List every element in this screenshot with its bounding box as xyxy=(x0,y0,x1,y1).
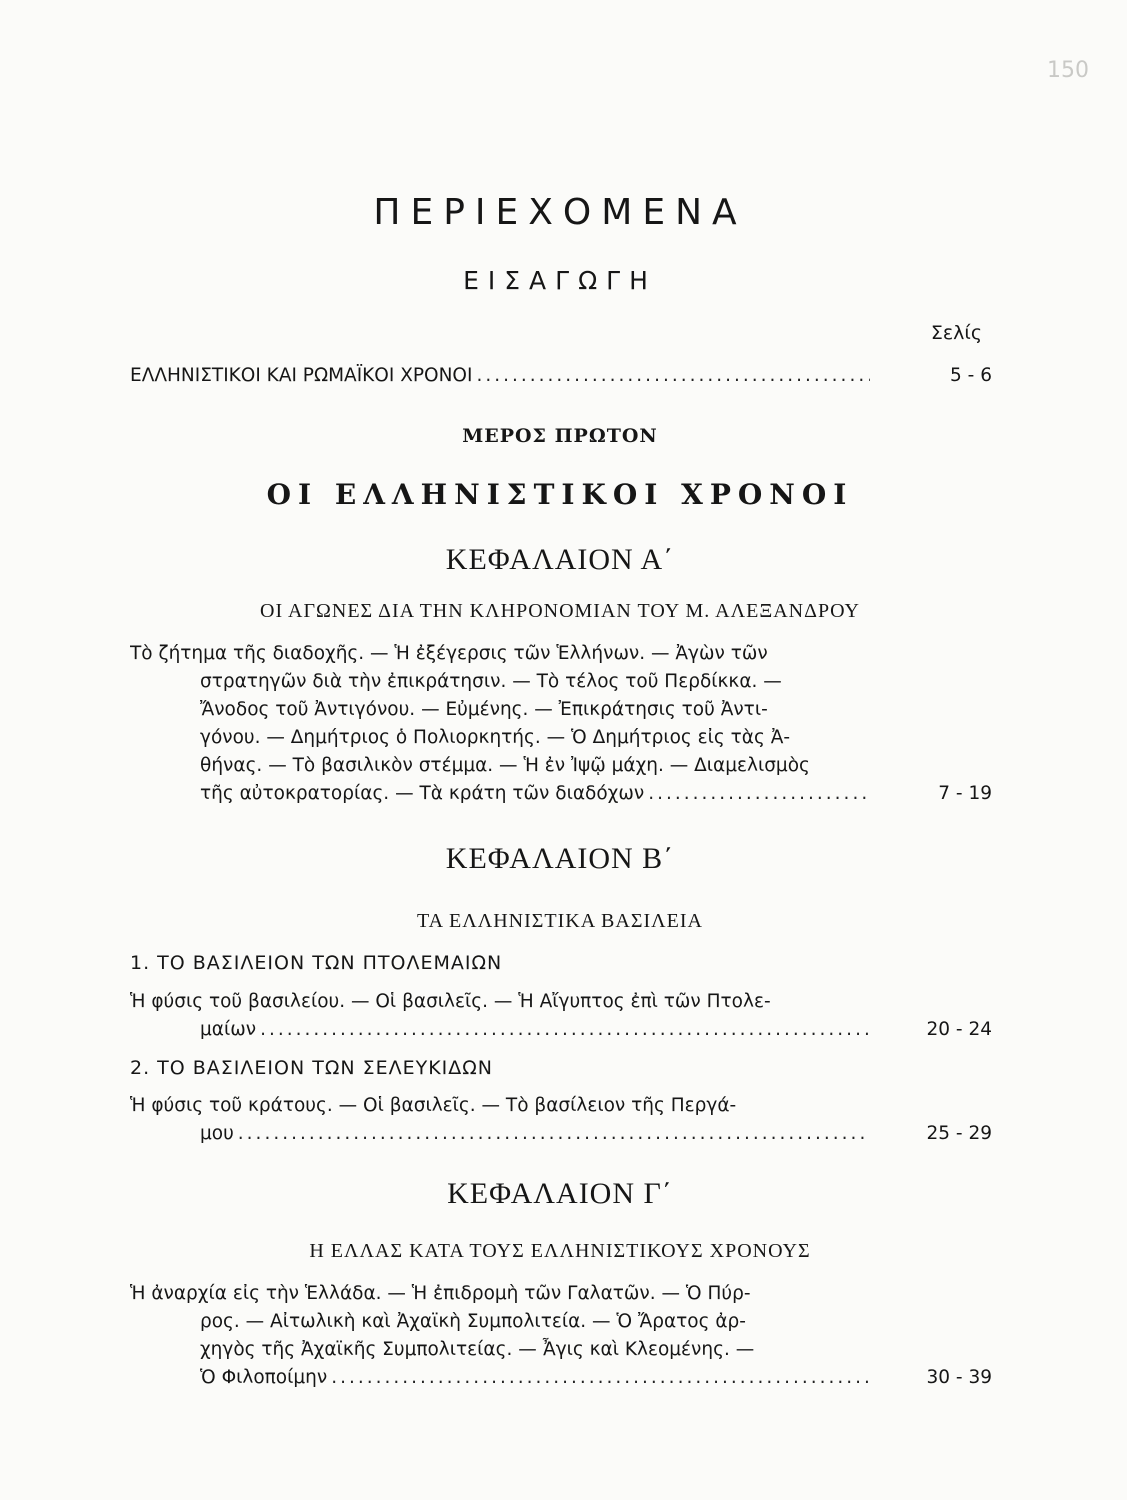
toc-entry-ptolemies[interactable] xyxy=(130,988,992,1044)
page-number: 150 xyxy=(1047,58,1089,83)
entry-pages: 5 - 6 xyxy=(950,365,992,386)
entry-text: ΕΛΛΗΝΙΣΤΙΚΟΙ ΚΑΙ ΡΩΜΑΪΚΟΙ ΧΡΟΝΟΙ xyxy=(130,365,473,386)
entry-line: μου xyxy=(200,1123,234,1144)
entry-line: μαίων xyxy=(200,1019,257,1040)
entry-line: Ἡ φύσις τοῦ βασιλείου. — Οἱ βασιλεῖς. — Ἡ Αἴγυπτος ἐπὶ τῶν Πτολε- xyxy=(130,991,771,1012)
toc-entry-chapter-a[interactable] xyxy=(130,640,992,808)
entry-pages: 20 - 24 xyxy=(926,1019,992,1040)
entry-line: θήνας. — Τὸ βασιλικὸν στέμμα. — Ἡ ἐν Ἰψῷ μάχη. — Διαμελισμὸς xyxy=(200,755,810,776)
chapter-c-subheading: Η ΕΛΛΑΣ ΚΑΤΑ ΤΟΥΣ ΕΛΛΗΝΙΣΤΙΚΟΥΣ ΧΡΟΝΟΥΣ xyxy=(309,1240,811,1262)
section-ptolemies-heading: 1. ΤΟ ΒΑΣΙΛΕΙΟΝ ΤΩΝ ΠΤΟΛΕΜΑΙΩΝ xyxy=(130,952,503,974)
toc-entry-seleucids[interactable] xyxy=(130,1092,992,1148)
chapter-b-heading: ΚΕΦΑΛΑΙΟΝ Β΄ xyxy=(445,842,675,875)
chapter-b-subheading: ΤΑ ΕΛΛΗΝΙΣΤΙΚΑ ΒΑΣΙΛΕΙΑ xyxy=(417,910,703,932)
entry-line: χηγὸς τῆς Ἀχαϊκῆς Συμπολιτείας. — Ἆγις καὶ Κλεομένης. — xyxy=(200,1339,755,1360)
dot-leader xyxy=(260,1016,870,1044)
entry-line: στρατηγῶν διὰ τὴν ἐπικράτησιν. — Τὸ τέλος τοῦ Περδίκκα. — xyxy=(200,671,782,692)
entry-pages: 30 - 39 xyxy=(926,1367,992,1388)
entry-line: ρος. — Αἰτωλικὴ καὶ Ἀχαϊκὴ Συμπολιτεία. — Ὁ Ἄρατος ἀρ- xyxy=(200,1311,746,1332)
entry-line: Ἡ ἀναρχία εἰς τὴν Ἑλλάδα. — Ἡ ἐπιδρομὴ τῶν Γαλατῶν. — Ὁ Πύρ- xyxy=(130,1283,751,1304)
entry-line: Ἄνοδος τοῦ Ἀντιγόνου. — Εὐμένης. — Ἐπικράτησις τοῦ Ἀντι- xyxy=(200,699,768,720)
chapter-a-subheading: ΟΙ ΑΓΩΝΕΣ ΔΙΑ ΤΗΝ ΚΛΗΡΟΝΟΜΙΑΝ ΤΟΥ Μ. ΑΛΕΞΑΝΔΡΟΥ xyxy=(260,600,860,622)
dot-leader xyxy=(476,362,870,390)
dot-leader xyxy=(238,1120,870,1148)
entry-pages: 7 - 19 xyxy=(938,783,992,804)
entry-line: Ὁ Φιλοποίμην xyxy=(200,1367,328,1388)
part-heading: ΜΕΡΟΣ ΠΡΩΤΟΝ xyxy=(462,425,658,447)
part-subheading: ΟΙ ΕΛΛΗΝΙΣΤΙΚΟΙ ΧΡΟΝΟΙ xyxy=(266,478,854,511)
entry-line: τῆς αὐτοκρατορίας. — Τὰ κράτη τῶν διαδόχων xyxy=(200,783,645,804)
toc-entry-introduction[interactable] xyxy=(130,362,992,390)
entry-line: Τὸ ζήτημα τῆς διαδοχῆς. — Ἡ ἐξέγερσις τῶν Ἑλλήνων. — Ἀγὼν τῶν xyxy=(130,643,768,664)
dot-leader xyxy=(331,1364,870,1392)
section-seleucids-heading: 2. ΤΟ ΒΑΣΙΛΕΙΟΝ ΤΩΝ ΣΕΛΕΥΚΙΔΩΝ xyxy=(130,1057,494,1079)
entry-line: Ἡ φύσις τοῦ κράτους. — Οἱ βασιλεῖς. — Τὸ βασίλειον τῆς Περγά- xyxy=(130,1095,737,1116)
dot-leader xyxy=(648,780,870,808)
toc-entry-chapter-c[interactable] xyxy=(130,1280,992,1392)
pages-column-label: Σελίς xyxy=(930,322,982,344)
chapter-a-heading: ΚΕΦΑΛΑΙΟΝ Α΄ xyxy=(445,543,675,576)
entry-line: γόνου. — Δημήτριος ὁ Πολιορκητής. — Ὁ Δημήτριος εἰς τὰς Ἀ- xyxy=(200,727,791,748)
chapter-c-heading: ΚΕΦΑΛΑΙΟΝ Γ΄ xyxy=(447,1177,673,1210)
introduction-heading: ΕΙΣΑΓΩΓΗ xyxy=(463,266,657,295)
page-title: ΠΕΡΙΕΧΟΜΕΝΑ xyxy=(373,192,747,233)
entry-pages: 25 - 29 xyxy=(926,1123,992,1144)
